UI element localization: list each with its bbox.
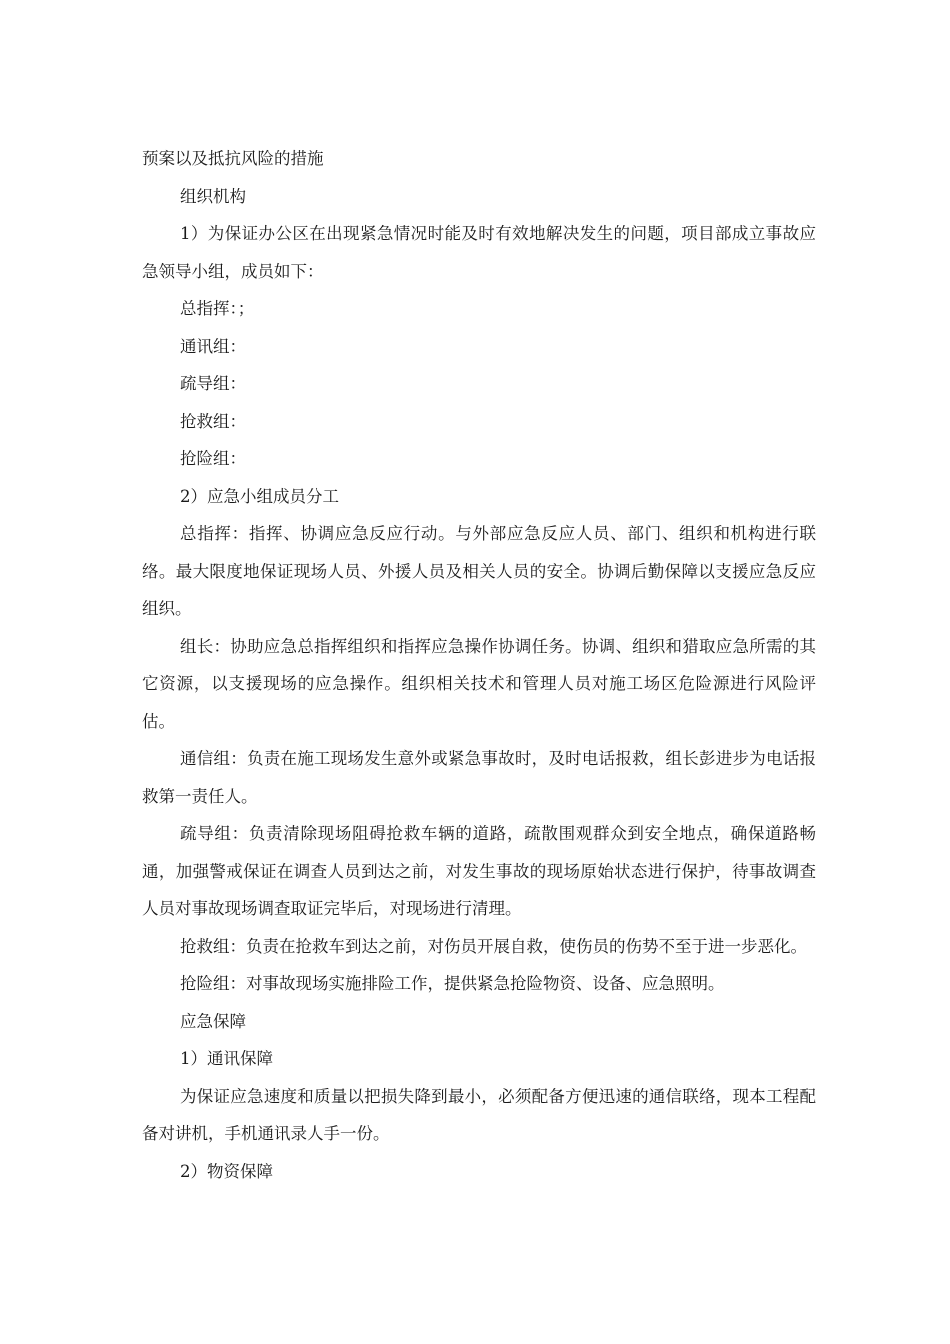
duty-comm-paragraph: 通信组：负责在施工现场发生意外或紧急事故时，及时电话报救，组长彭进步为电话报救第一责任人。	[142, 749, 816, 806]
division-heading: 2）应急小组成员分工	[180, 486, 339, 506]
member-guide-group: 疏导组：	[180, 374, 246, 393]
member-comm-group: 通讯组：	[180, 336, 246, 356]
member-rescue-group: 抢救组：	[180, 411, 246, 431]
document-page	[142, 140, 816, 1190]
duty-commander-paragraph: 总指挥：指挥、协调应急反应行动。与外部应急反应人员、部门、组织和机构进行联络。最大限度地保证现场人员、外援人员及相关人员的安全。协调后勤保障以支援应急反应组织。	[142, 524, 816, 618]
duty-guide-paragraph: 疏导组：负责清除现场阻碍抢救车辆的道路，疏散围观群众到安全地点，确保道路畅通，加强警戒保证在调查人员到达之前，对发生事故的现场原始状态进行保护，待事故调查人员对事故现场调查取证完毕后，对现场进行清理。	[142, 824, 816, 918]
comm-guarantee-paragraph: 为保证应急速度和质量以把损失降到最小，必须配备方便迅速的通信联络，现本工程配备对讲机，手机通讯录人手一份。	[142, 1086, 816, 1143]
document-title: 预案以及抵抗风险的措施	[142, 149, 324, 168]
section-heading-org: 组织机构	[180, 186, 246, 206]
comm-guarantee-heading: 1）通讯保障	[180, 1049, 273, 1068]
member-emergency-group: 抢险组：	[180, 449, 246, 468]
org-intro-paragraph: 1）为保证办公区在出现紧急情况时能及时有效地解决发生的问题，项目部成立事故应急领导小组，成员如下：	[142, 224, 816, 281]
member-commander: 总指挥：；	[180, 299, 255, 318]
duty-leader-paragraph: 组长：协助应急总指挥组织和指挥应急操作协调任务。协调、组织和猎取应急所需的其它资源，以支援现场的应急操作。组织相关技术和管理人员对施工场区危险源进行风险评估。	[142, 636, 816, 731]
section-heading-guarantee: 应急保障	[180, 1011, 246, 1031]
duty-rescue-paragraph: 抢救组：负责在抢救车到达之前，对伤员开展自救，使伤员的伤势不至于进一步恶化。	[180, 936, 807, 956]
duty-emergency-paragraph: 抢险组：对事故现场实施排险工作，提供紧急抢险物资、设备、应急照明。	[180, 974, 725, 993]
material-guarantee-heading: 2）物资保障	[180, 1161, 273, 1181]
